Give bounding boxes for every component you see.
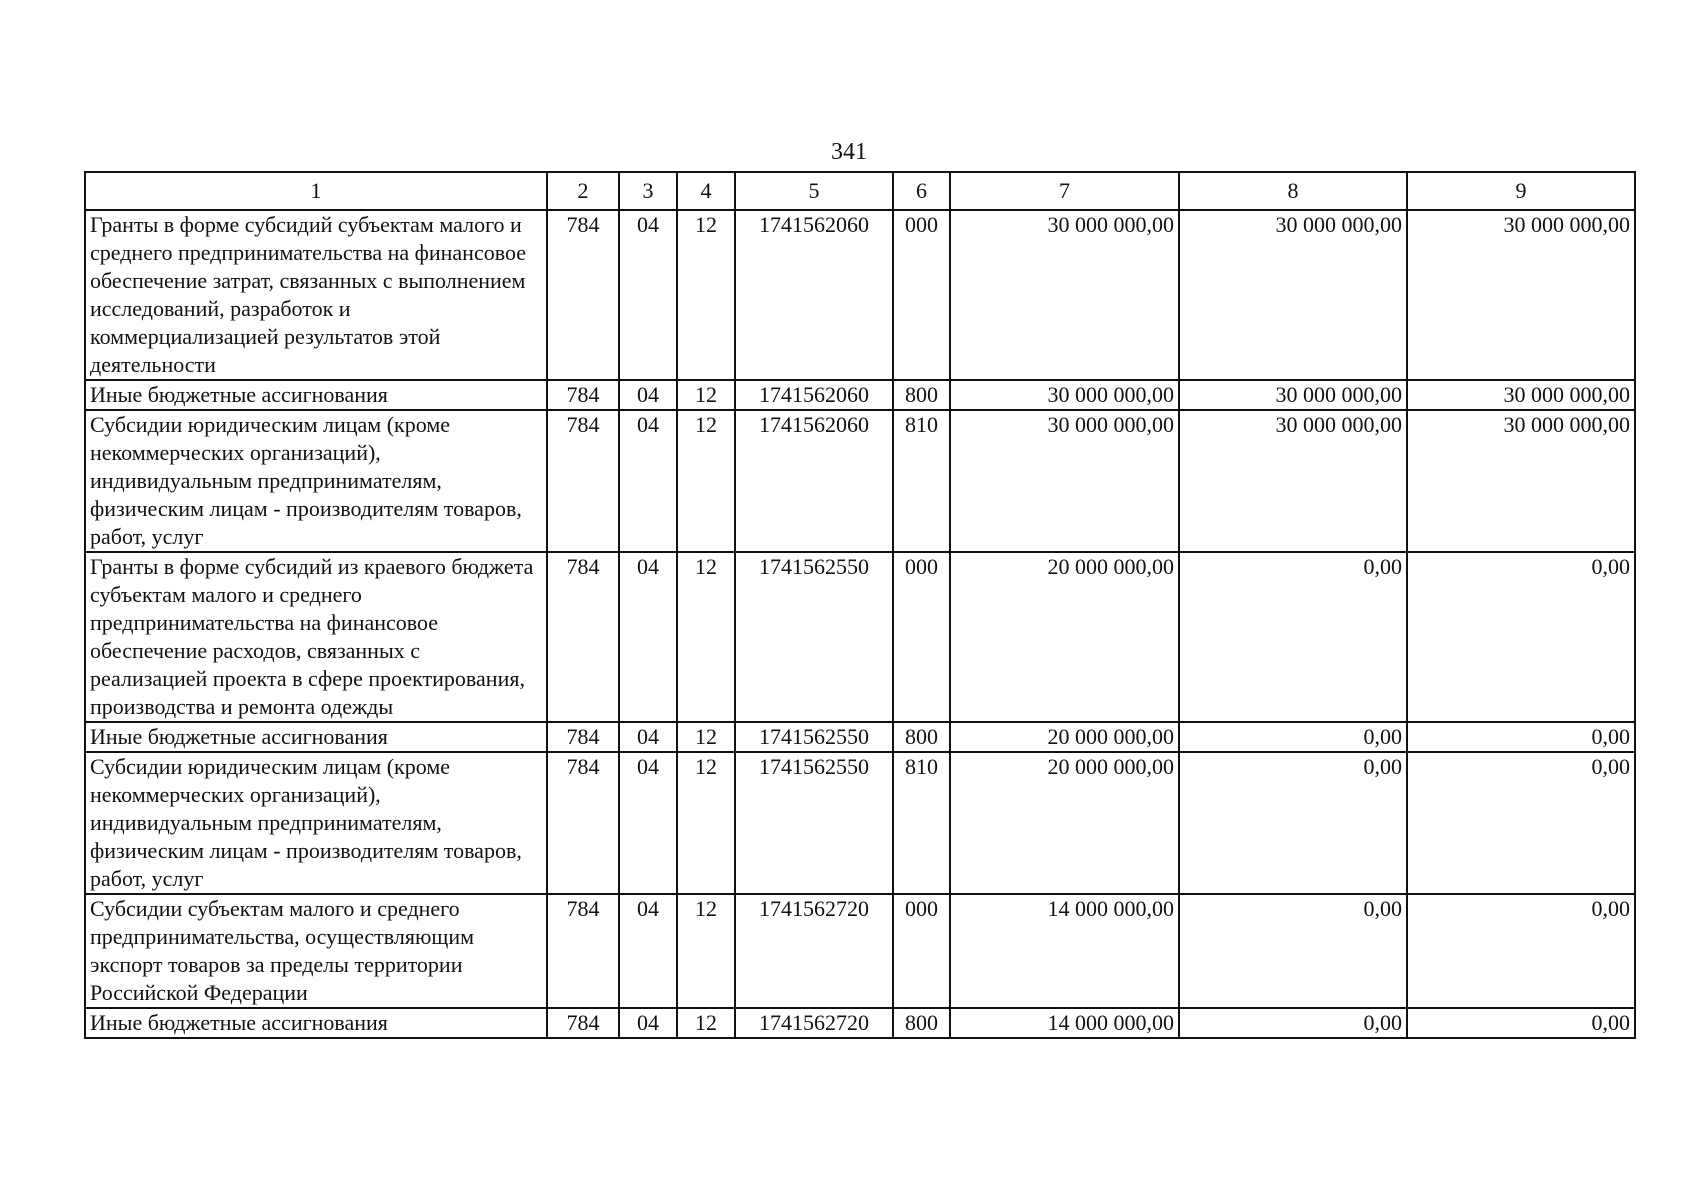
amount-cell: 0,00 (1179, 1008, 1407, 1038)
code-cell: 800 (893, 722, 950, 752)
code-cell: 04 (619, 722, 677, 752)
column-header: 9 (1407, 172, 1635, 210)
amount-cell: 14 000 000,00 (950, 1008, 1179, 1038)
column-header: 6 (893, 172, 950, 210)
code-cell: 784 (547, 410, 619, 552)
amount-cell: 30 000 000,00 (1407, 410, 1635, 552)
amount-cell: 30 000 000,00 (1179, 380, 1407, 410)
code-cell: 784 (547, 552, 619, 722)
code-cell: 810 (893, 752, 950, 894)
amount-cell: 20 000 000,00 (950, 552, 1179, 722)
amount-cell: 30 000 000,00 (1407, 210, 1635, 380)
code-cell: 1741562060 (735, 410, 893, 552)
code-cell: 12 (677, 722, 735, 752)
row-name-cell: Иные бюджетные ассигнования (85, 1008, 547, 1038)
code-cell: 1741562060 (735, 210, 893, 380)
code-cell: 1741562550 (735, 752, 893, 894)
amount-cell: 30 000 000,00 (950, 410, 1179, 552)
table-row (85, 752, 1635, 894)
code-cell: 12 (677, 552, 735, 722)
row-name-cell: Субсидии юридическим лицам (кроме некоммерческих организаций), индивидуальным предпринимателям, физическим лицам - производителям товаров, работ, услуг (85, 752, 547, 894)
code-cell: 784 (547, 210, 619, 380)
table-row (85, 210, 1635, 380)
column-header: 1 (85, 172, 547, 210)
amount-cell: 0,00 (1407, 552, 1635, 722)
row-name-cell: Иные бюджетные ассигнования (85, 722, 547, 752)
amount-cell: 0,00 (1407, 1008, 1635, 1038)
table-row (85, 894, 1635, 1008)
amount-cell: 0,00 (1407, 752, 1635, 894)
code-cell: 12 (677, 210, 735, 380)
code-cell: 04 (619, 210, 677, 380)
column-header: 4 (677, 172, 735, 210)
amount-cell: 0,00 (1179, 552, 1407, 722)
code-cell: 000 (893, 552, 950, 722)
code-cell: 12 (677, 380, 735, 410)
amount-cell: 0,00 (1179, 722, 1407, 752)
code-cell: 1741562060 (735, 380, 893, 410)
table-row (85, 552, 1635, 722)
table-row (85, 722, 1635, 752)
code-cell: 784 (547, 722, 619, 752)
code-cell: 784 (547, 894, 619, 1008)
code-cell: 12 (677, 752, 735, 894)
budget-table (84, 171, 1636, 1039)
amount-cell: 30 000 000,00 (1407, 380, 1635, 410)
code-cell: 000 (893, 210, 950, 380)
code-cell: 1741562720 (735, 894, 893, 1008)
amount-cell: 30 000 000,00 (950, 380, 1179, 410)
code-cell: 04 (619, 1008, 677, 1038)
amount-cell: 30 000 000,00 (950, 210, 1179, 380)
code-cell: 12 (677, 1008, 735, 1038)
amount-cell: 30 000 000,00 (1179, 210, 1407, 380)
code-cell: 04 (619, 552, 677, 722)
amount-cell: 14 000 000,00 (950, 894, 1179, 1008)
code-cell: 12 (677, 410, 735, 552)
table-row (85, 410, 1635, 552)
code-cell: 04 (619, 752, 677, 894)
code-cell: 000 (893, 894, 950, 1008)
amount-cell: 0,00 (1407, 894, 1635, 1008)
amount-cell: 0,00 (1407, 722, 1635, 752)
code-cell: 784 (547, 380, 619, 410)
code-cell: 1741562720 (735, 1008, 893, 1038)
code-cell: 800 (893, 380, 950, 410)
column-header: 2 (547, 172, 619, 210)
code-cell: 12 (677, 894, 735, 1008)
column-header: 3 (619, 172, 677, 210)
page-number: 341 (831, 139, 867, 165)
amount-cell: 20 000 000,00 (950, 722, 1179, 752)
row-name-cell: Иные бюджетные ассигнования (85, 380, 547, 410)
table-row (85, 1008, 1635, 1038)
code-cell: 784 (547, 1008, 619, 1038)
column-header: 8 (1179, 172, 1407, 210)
code-cell: 810 (893, 410, 950, 552)
code-cell: 04 (619, 894, 677, 1008)
amount-cell: 30 000 000,00 (1179, 410, 1407, 552)
row-name-cell: Гранты в форме субсидий субъектам малого и среднего предпринимательства на финансовое обеспечение затрат, связанных с выполнением исследований, разработок и коммерциализацией результатов этой деятельности (85, 210, 547, 380)
code-cell: 1741562550 (735, 722, 893, 752)
row-name-cell: Субсидии субъектам малого и среднего предпринимательства, осуществляющим экспорт товаров за пределы территории Российской Федерации (85, 894, 547, 1008)
code-cell: 04 (619, 380, 677, 410)
code-cell: 04 (619, 410, 677, 552)
code-cell: 1741562550 (735, 552, 893, 722)
table-row (85, 380, 1635, 410)
code-cell: 800 (893, 1008, 950, 1038)
amount-cell: 20 000 000,00 (950, 752, 1179, 894)
row-name-cell: Субсидии юридическим лицам (кроме некоммерческих организаций), индивидуальным предпринимателям, физическим лицам - производителям товаров, работ, услуг (85, 410, 547, 552)
row-name-cell: Гранты в форме субсидий из краевого бюджета субъектам малого и среднего предпринимательства на финансовое обеспечение расходов, связанных с реализацией проекта в сфере проектирования, производства и ремонта одежды (85, 552, 547, 722)
code-cell: 784 (547, 752, 619, 894)
amount-cell: 0,00 (1179, 894, 1407, 1008)
column-header: 7 (950, 172, 1179, 210)
header-row (85, 172, 1635, 210)
amount-cell: 0,00 (1179, 752, 1407, 894)
column-header: 5 (735, 172, 893, 210)
